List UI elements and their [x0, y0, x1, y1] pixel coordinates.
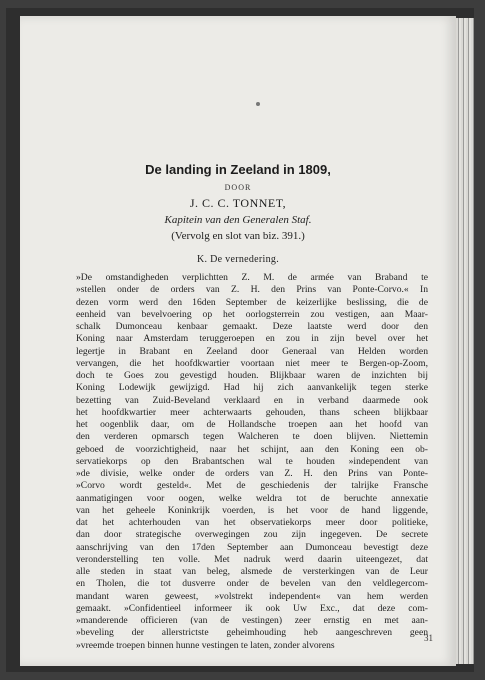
page-edges	[456, 18, 474, 664]
body-line: »manderende officieren (van de vestingen) zeer ernstig en met aan-	[76, 615, 428, 626]
body-line: aanschrijving van den 17den September aan Dumonceau bevestigt deze	[76, 541, 428, 553]
body-line: servatiekorps op den Brabantschen wal te houden »independent van	[76, 455, 428, 467]
body-line: alle steden in staat van beleg, alsmede de versterkingen van de Leur	[76, 566, 428, 577]
body-line: doch te Goes zou gevestigd houden. Blijkbaar waren de inzichten bij	[76, 370, 428, 381]
book-spread	[6, 8, 474, 672]
byline-label: DOOR	[224, 183, 252, 192]
document-page	[20, 16, 456, 666]
body-line: dat het achterhouden van het observatiekorps meer door politieke,	[76, 517, 428, 528]
page-number: 31	[424, 633, 433, 643]
body-line: dezen vorm werd den 16den September de keizerlijke beslissing, die de	[76, 296, 428, 308]
body-line: »stellen onder de orders van Z. H. den Prins van Ponte-Corvo.« In	[76, 284, 428, 296]
body-line: gemaakt. »Confidentieel informeer ik ook Uw Exc., dat deze com-	[76, 602, 428, 614]
body-line: van het geheele Koninkrijk voerden, is het voor de hand liggende,	[76, 504, 428, 516]
body-line: mandant waren geweest, »volstrekt independent« van hem werden	[76, 590, 428, 602]
body-line: legertje in Brabant en Zeeland door Generaal van Helden worden	[76, 345, 428, 357]
body-line: vervangen, die het hoofdkwartier voortaan niet meer te Bergen-op-Zoom,	[76, 357, 428, 369]
body-line: den verderen opmarsch tegen Walcheren te doen blijven. Niettemin	[76, 431, 428, 443]
article-title: De landing in Zeeland in 1809,	[145, 162, 331, 177]
body-line: het oogenblik daar, om de Hollandsche troepen aan het hoofd van	[76, 419, 428, 430]
body-line: »beveling der allerstrictste geheimhouding heb aangeschreven geen	[76, 627, 428, 639]
author-name: J. C. C. TONNET,	[189, 196, 287, 210]
body-line: »Corvo wordt gesteld«. Met de geschiedenis der talrijke Fransche	[76, 480, 428, 492]
body-line: geboed de voorzichtigheid, naar het schijnt, aan den Koning een ob-	[76, 443, 428, 455]
body-line: het hoofdkwartier meer achterwaarts gehouden, thans scheen blijkbaar	[76, 406, 428, 418]
body-line: »De omstandigheden verplichtten Z. M. de armée van Braband te	[76, 272, 428, 283]
section-heading: K. De vernedering.	[196, 254, 280, 265]
body-line: Koning naar Amsterdam teruggeroepen en zou in zijn bevel over het	[76, 333, 428, 345]
body-line: schalk Dumonceau kenbaar gemaakt. Deze laatste werd door den	[76, 321, 428, 332]
author-rank: Kapitein van den Generalen Staf.	[164, 214, 312, 226]
continuation-note: (Vervolg en slot van biz. 391.)	[171, 230, 305, 242]
page-mark	[256, 102, 260, 106]
body-line: eenheid van bevelvoering op het oorlogsterrein zou vestigen, aan Maar-	[76, 308, 428, 320]
body-line: aanmatigingen voor oogen, welke weldra tot de beruchte annexatie	[76, 492, 428, 504]
body-line: dan door strategische overwegingen zou zijn ingegeven. De secrete	[76, 529, 428, 541]
body-line: Koning Lodewijk gewijzigd. Had hij zich aanvankelijk tegen sterke	[76, 382, 428, 394]
body-line: »de divisie, welke onder de orders van Z. H. den Prins van Ponte-	[76, 468, 428, 479]
body-line: bezetting van Zuid-Beveland verklaard en in verband daarmede ook	[76, 394, 428, 406]
body-text	[76, 272, 428, 652]
body-line: »vreemde troepen binnen hunne vestingen te laten, zonder alvorens	[76, 639, 335, 651]
body-line: veronderstelling ten volle. Met nadruk werd daarin uiteengezet, dat	[76, 553, 428, 565]
body-line: en Tholen, die tot dusverre onder de bevelen van den veldlegercom-	[76, 578, 428, 590]
